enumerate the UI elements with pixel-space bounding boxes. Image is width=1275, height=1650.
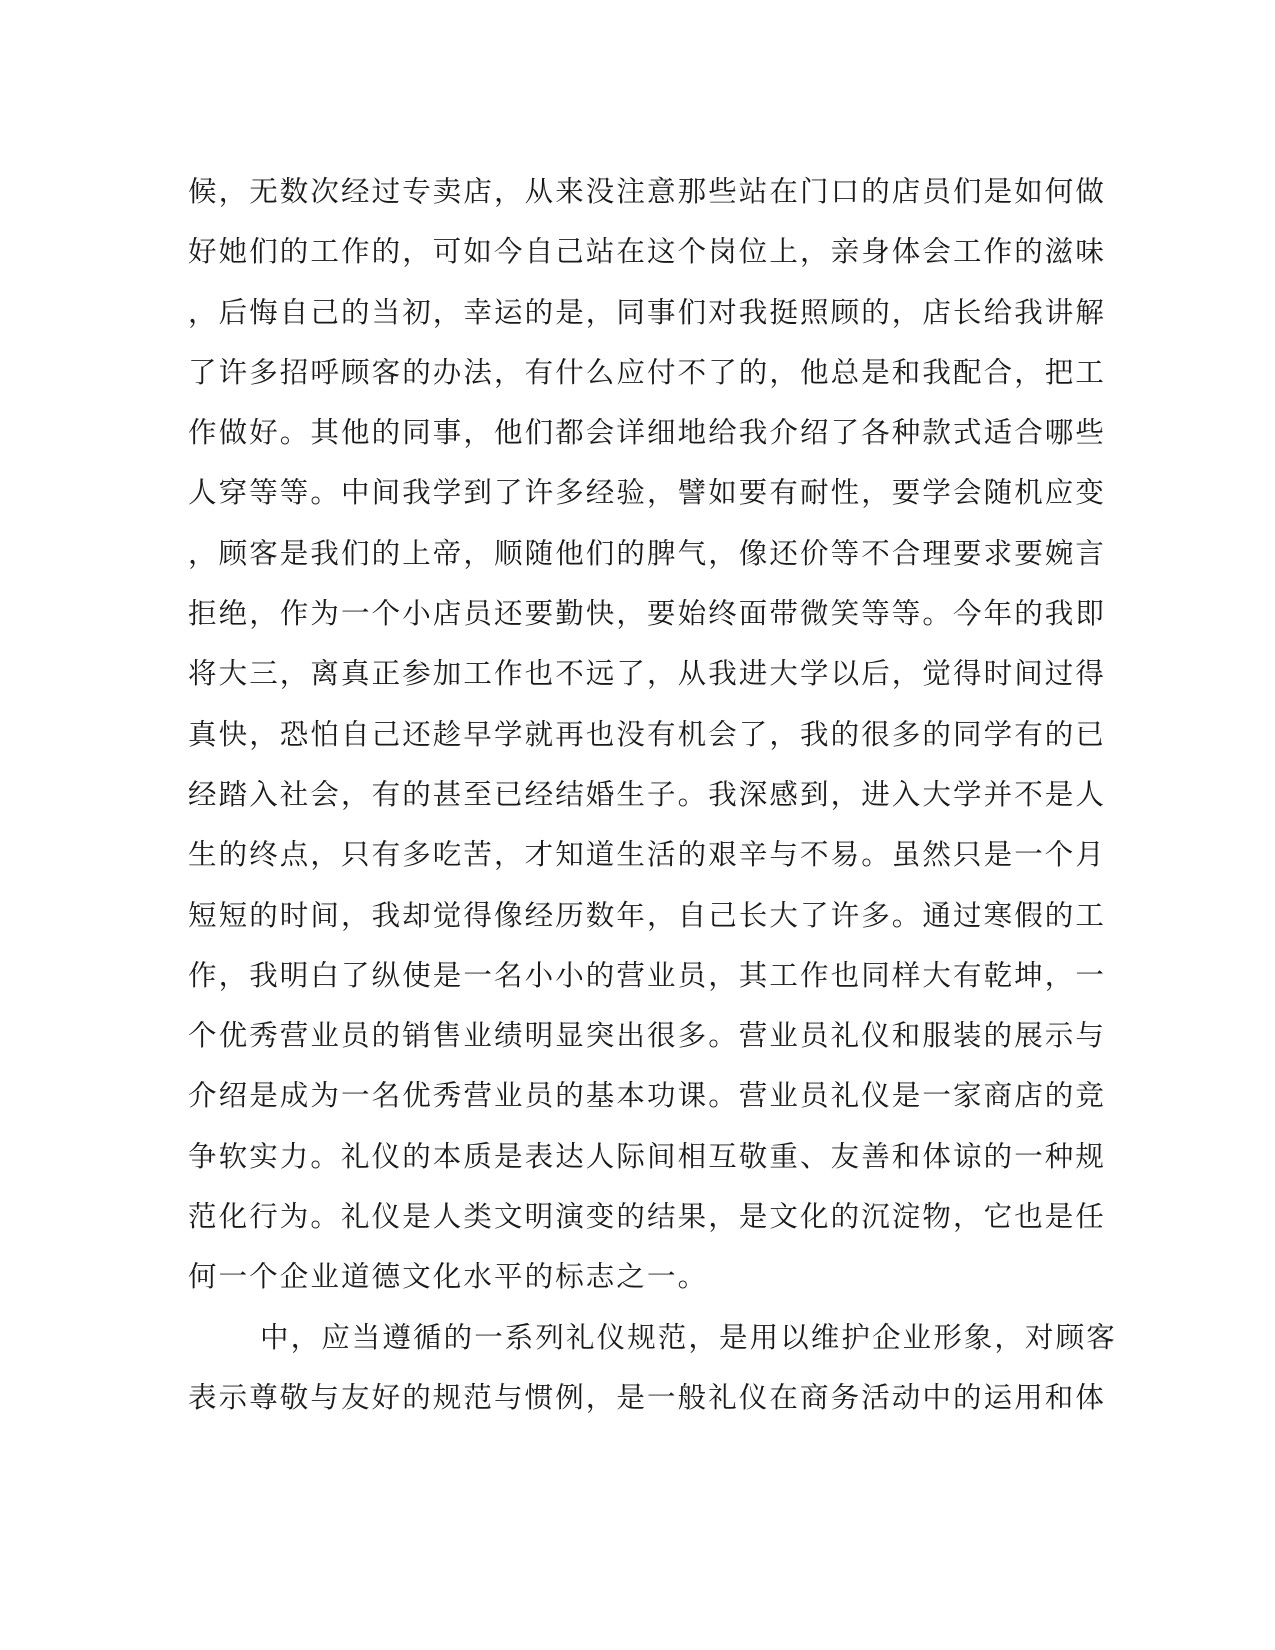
text-line: 表示尊敬与友好的规范与惯例，是一般礼仪在商务活动中的运用和体 <box>188 1380 1107 1414</box>
text-line: 了许多招呼顾客的办法，有什么应付不了的，他总是和我配合，把工 <box>188 355 1107 389</box>
paragraph-2 <box>188 1308 1117 1429</box>
text-line: ，顾客是我们的上帝，顺随他们的脾气，像还价等不合理要求要婉言 <box>188 536 1107 570</box>
text-line: 作做好。其他的同事，他们都会详细地给我介绍了各种款式适合哪些 <box>188 416 1107 450</box>
text-line: 何一个企业道德文化水平的标志之一。 <box>188 1260 709 1294</box>
text-line: 介绍是成为一名优秀营业员的基本功课。营业员礼仪是一家商店的竞 <box>188 1079 1107 1113</box>
text-line: 个优秀营业员的销售业绩明显突出很多。营业员礼仪和服装的展示与 <box>188 1019 1107 1053</box>
text-line: 生的终点，只有多吃苦，才知道生活的艰辛与不易。虽然只是一个月 <box>188 838 1107 872</box>
text-line: 作，我明白了纵使是一名小小的营业员，其工作也同样大有乾坤，一 <box>188 958 1107 992</box>
text-line: 拒绝，作为一个小店员还要勤快，要始终面带微笑等等。今年的我即 <box>188 597 1107 631</box>
text-line: 范化行为。礼仪是人类文明演变的结果，是文化的沉淀物，它也是任 <box>188 1200 1107 1234</box>
text-line: 真快，恐怕自己还趁早学就再也没有机会了，我的很多的同学有的已 <box>188 717 1107 751</box>
body-text <box>188 162 1117 1428</box>
text-line: 人穿等等。中间我学到了许多经验，譬如要有耐性，要学会随机应变 <box>188 476 1107 510</box>
text-line: 争软实力。礼仪的本质是表达人际间相互敬重、友善和体谅的一种规 <box>188 1139 1107 1173</box>
paragraph-1 <box>188 162 1107 1308</box>
text-line-indented: 中，应当遵循的一系列礼仪规范，是用以维护企业形象，对顾客 <box>260 1320 1117 1354</box>
text-line: 经踏入社会，有的甚至已经结婚生子。我深感到，进入大学并不是人 <box>188 777 1107 811</box>
text-line: 短短的时间，我却觉得像经历数年，自己长大了许多。通过寒假的工 <box>188 898 1107 932</box>
text-line: ，后悔自己的当初，幸运的是，同事们对我挺照顾的，店长给我讲解 <box>188 295 1107 329</box>
text-line: 候，无数次经过专卖店，从来没注意那些站在门口的店员们是如何做 <box>188 175 1107 208</box>
text-line: 好她们的工作的，可如今自己站在这个岗位上，亲身体会工作的滋味 <box>188 235 1107 269</box>
text-line: 将大三，离真正参加工作也不远了，从我进大学以后，觉得时间过得 <box>188 657 1107 691</box>
